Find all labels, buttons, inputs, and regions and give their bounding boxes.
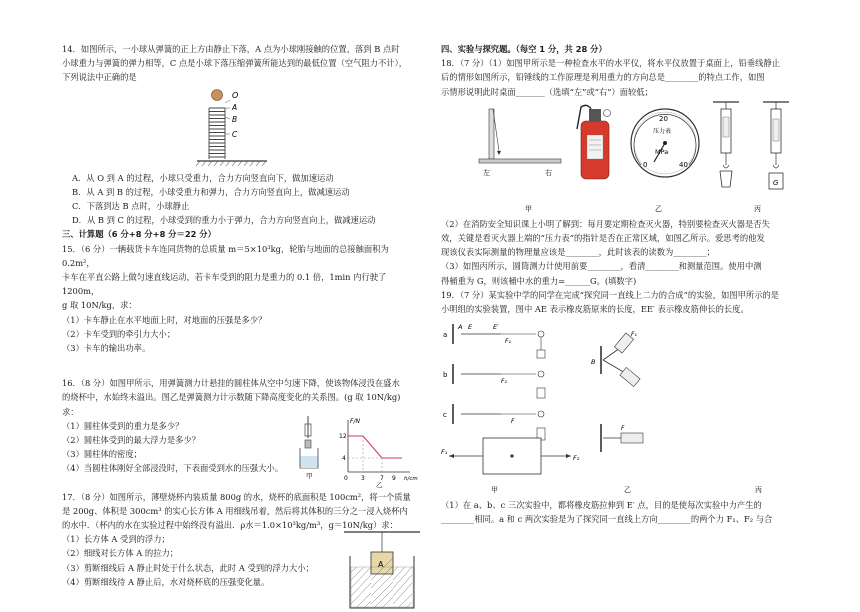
- q14-line: 小球重力与弹簧的弹力相等，C 点是小球下落压缩弹簧所能达到的最低位置（空气阻力不计），: [62, 58, 408, 69]
- q18-line2: 得桶重为 G，则该桶中水的重力=______G。(填数字): [441, 275, 637, 286]
- question-15: [62, 242, 422, 356]
- q18-line: 18．（7 分）（1）如图甲所示是一种检查水平的水平仪，将水平仪放置于桌面上，铅垂线静止: [441, 58, 781, 69]
- q16-item: （1）圆柱体受到的重力是多少？: [62, 420, 184, 431]
- q14-line: 下列说法中正确的是: [62, 72, 137, 83]
- figure-jia: [441, 323, 580, 494]
- beaker-figure: [342, 530, 422, 612]
- gauge-unit: MPa: [655, 147, 669, 156]
- x-tick-9: 9: [392, 475, 396, 483]
- question-19: [441, 288, 827, 527]
- section-4-title: 四、实验与探究题。（每空 1 分，共 28 分）: [441, 44, 607, 54]
- q17-line: 是 200g、体积是 300cm³ 的实心长方体 A 用细线吊着，然后将其体积的三分之一浸入烧杯内: [62, 505, 408, 516]
- x-tick-7: 7: [380, 475, 384, 483]
- label-a: A: [458, 323, 463, 332]
- q18-line: 后的情形如图所示，铅锤线的工作原理是利用重力的方向总是________的特点工作，如图: [441, 72, 765, 83]
- level-instrument: [479, 109, 561, 177]
- q18-line2: 效，关键是看灭火器上端的“压力表”的指针是否在正常区域，如图乙所示。爱思考的他发: [441, 233, 765, 244]
- fire-extinguisher: [577, 105, 611, 179]
- q16-item: （4）当圆柱体刚好全部浸没时，下表面受到水的压强大小。: [62, 463, 283, 474]
- label-f2: F₂: [501, 378, 507, 386]
- q17-item: （1）长方体 A 受到的浮力；: [62, 534, 170, 545]
- label-f1: F₁: [505, 338, 511, 346]
- row-a-label: a: [443, 331, 448, 340]
- q15-line: 卡车在平直公路上做匀速直线运动，若卡车受到的阻力是重力的 0.1 倍，1min 内行驶了 1200m，: [62, 272, 387, 297]
- q18-line2: 现该仪表实际测量的物理量应该是________，此时该表的读数为________；: [441, 247, 715, 258]
- option-b: B．从 A 到 B 的过程，小球受重力和弹力，合力方向竖直向上，做减速运动: [72, 186, 350, 197]
- gauge-title: 压力表: [653, 127, 672, 135]
- q18-line2: （2）在消防安全知识课上小明了解到：每月要定期检查灭火器，特别要检查灭火器是否失: [441, 218, 770, 229]
- q17-line: 17．（8 分）如图所示，薄壁烧杯内装质量 800g 的水，烧杯的底面积是 100cm²，将一个质量: [62, 491, 411, 502]
- q19-tag-b: 乙: [624, 486, 631, 495]
- q16-line: 求：: [62, 406, 79, 417]
- row-c-label: c: [443, 411, 447, 420]
- q16-item: （2）圆柱体受到的最大浮力是多少？: [62, 435, 201, 446]
- gauge-tick-20: 20: [659, 114, 668, 123]
- q15-line: g 取 10N/kg，求：: [62, 300, 137, 311]
- q19-line: 19．（7 分）某实验中学的同学在完成“探究同一直线上二力的合成”的实验，如图甲所示的是: [441, 289, 780, 300]
- q19-line: 小明组的实验装置，图中 AE 表示橡皮筋原来的长度，EE′ 表示橡皮筋伸长的长度。: [441, 304, 749, 315]
- x-tick-0: 0: [344, 475, 348, 483]
- left-label: 左: [483, 168, 490, 177]
- y-tick-4: 4: [342, 455, 346, 463]
- q17-item: （3）剪断细线后 A 静止时处于什么状态，此时 A 受到的浮力大小；: [62, 562, 314, 573]
- q17-item: （2）细线对长方体 A 的拉力；: [62, 548, 179, 559]
- q16-figure: [300, 414, 430, 489]
- right-label: 右: [545, 168, 552, 177]
- row-b-label: b: [443, 371, 448, 380]
- q18-line2: （3）如图丙所示，圆筒测力计使用前要________，看清________和测量范围。使用中测: [441, 261, 762, 272]
- figure-b-tag: 乙: [376, 481, 383, 490]
- x-axis-label: h/cm: [404, 476, 418, 483]
- q15-item: （2）卡车受到的牵引力大小；: [62, 328, 176, 339]
- q16-line: 的烧杯中，水始终未溢出。图乙是弹簧测力计示数随下降高度变化的关系图。(g 取 10N/kg): [62, 392, 401, 403]
- q19-figures: [441, 316, 827, 498]
- question-14: [62, 42, 422, 227]
- option-c: C．下落到达 B 点时，小球静止: [72, 201, 190, 212]
- q18-tag-c: 丙: [754, 204, 761, 213]
- question-17: [62, 490, 422, 589]
- question-18: [441, 56, 827, 288]
- y-tick-12: 12: [339, 433, 347, 441]
- figure-yi: [591, 331, 643, 494]
- spring-diagram: [62, 85, 422, 171]
- q19-tag-a: 甲: [491, 486, 498, 495]
- q17-item: （4）剪断细线待 A 静止后，水对烧杯底的压强变化量。: [62, 576, 270, 587]
- label-e: E: [468, 323, 473, 332]
- label-c: C: [232, 129, 238, 139]
- option-a: A．从 O 到 A 的过程，小球只受重力，合力方向竖直向下，做加速运动: [72, 172, 334, 183]
- gauge-tick-40: 40: [679, 160, 688, 169]
- q15-line: 15．（6 分）一辆载货卡车连同货物的总质量 m＝5×10³kg，轮胎与地面的总接触面积为 0.2m²，: [62, 243, 389, 268]
- q19-line2: （1）在 a、b、c 三次实验中，都将橡皮筋拉伸到 E′ 点，目的是使每次实验中力产生的: [441, 500, 762, 511]
- option-d: D．从 B 到 C 的过程，小球受到的重力小于弹力，合力方向竖直向上，做减速运动: [72, 215, 376, 226]
- q14-line: 14．如图所示，一小球从弹簧的正上方由静止下落，A 点为小球刚接触的位置，落到 B 点时: [62, 44, 400, 54]
- label-e-prime: E′: [493, 323, 499, 332]
- pressure-gauge: [631, 109, 699, 177]
- q18-tag-a: 甲: [525, 204, 532, 213]
- label-b: B: [232, 114, 238, 124]
- right-column: [441, 42, 827, 527]
- figure-a-tag: 甲: [306, 472, 313, 481]
- q15-item: （1）卡车静止在水平地面上时，对地面的压强是多少？: [62, 314, 267, 325]
- label-f2-lower: F₂: [573, 454, 580, 463]
- gauge-tick-0: 0: [643, 160, 648, 169]
- q16-line: 16．（8 分）如图甲所示，用弹簧测力计悬挂的圆柱体从空中匀速下降，使该物体浸没在盛水: [62, 378, 400, 389]
- q15-item: （3）卡车的输出功率。: [62, 343, 151, 354]
- label-o: O: [232, 90, 239, 100]
- weight-g-label: G: [773, 178, 779, 187]
- q18-tag-b: 乙: [655, 204, 662, 213]
- q16-item: （3）圆柱体的密度；: [62, 449, 142, 460]
- label-f: F: [511, 418, 515, 426]
- q19-line2: ________相同。a 和 c 两次实验是为了探究同一直线上方向________的两个力 F₁、F₂ 与合: [441, 514, 773, 525]
- label-f-yi: F: [621, 425, 625, 433]
- label-b: B: [591, 358, 596, 367]
- section-3-title: 三、计算题（6 分+8 分+8 分＝22 分）: [62, 229, 216, 240]
- question-16: [62, 376, 422, 490]
- left-column: [62, 42, 422, 589]
- y-axis-label: F/N: [350, 418, 360, 426]
- spring-scales: [713, 102, 789, 189]
- q18-figures: [441, 99, 827, 217]
- q17-line: 的水中．（杯内的水在实验过程中始终没有溢出．ρ水＝1.0×10³kg/m³，g＝10N/kg）求：: [62, 520, 398, 531]
- label-f1-yi: F₁: [631, 331, 637, 339]
- x-tick-3: 3: [361, 475, 365, 483]
- q18-line: 示情形说明此时桌面_______（选填“左”或“右”）面较低；: [441, 86, 653, 97]
- block-a-label: A: [378, 559, 384, 569]
- label-f1-lower: F₁: [441, 448, 448, 457]
- q19-tag-c: 丙: [755, 486, 762, 495]
- label-a: A: [232, 102, 238, 112]
- spring-figure: [62, 85, 422, 171]
